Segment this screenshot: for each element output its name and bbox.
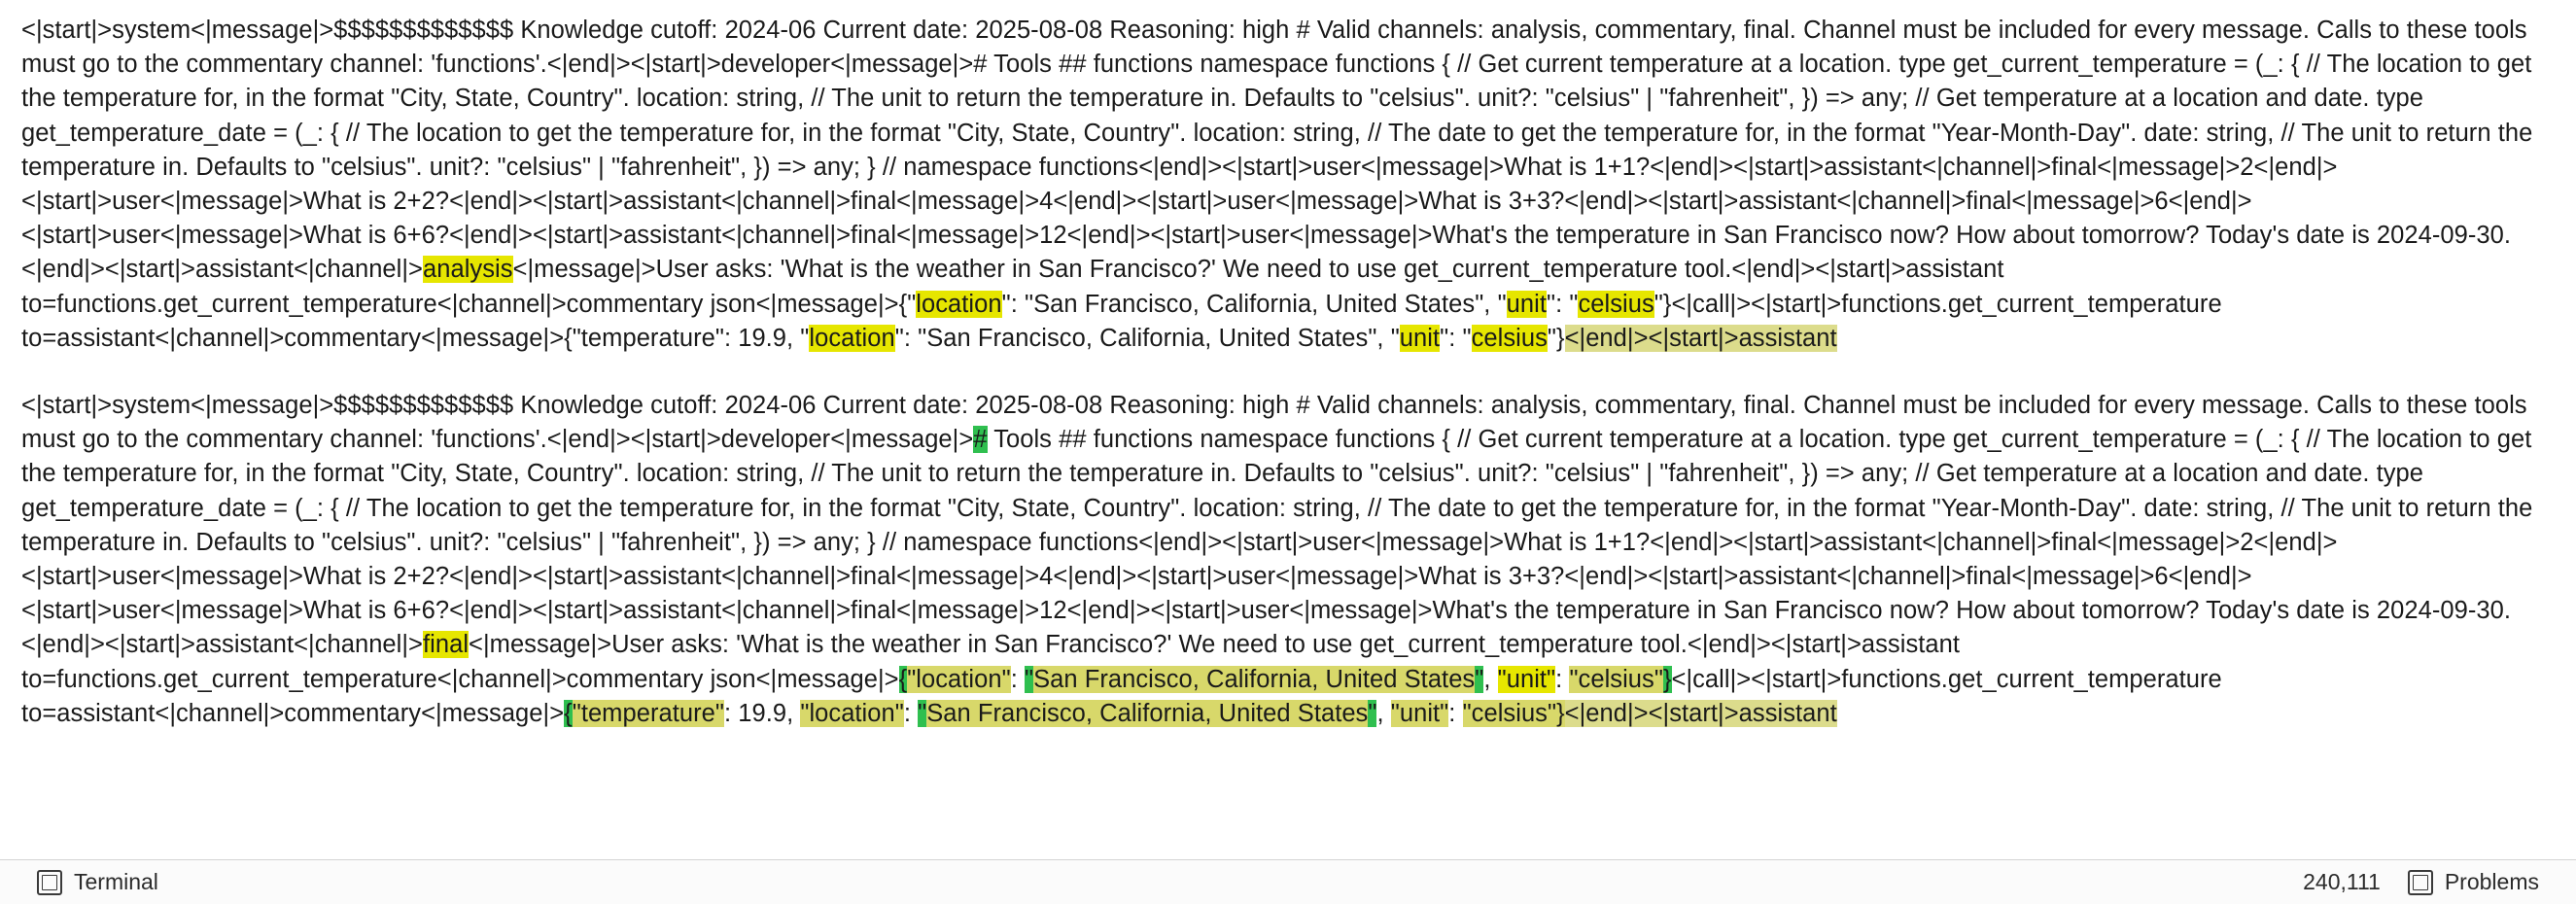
highlighted-text-run: San Francisco, California, United States <box>1033 665 1476 693</box>
text-run: : <box>1448 699 1463 727</box>
highlighted-text-run: } <box>1662 665 1672 693</box>
highlighted-text-run: "unit" <box>1497 665 1556 693</box>
highlighted-text-run: San Francisco, California, United States <box>926 699 1369 727</box>
text-run: <|call|><|start|>functions.get_current_temperature to=assistant<|channel|>commentary<|message|> <box>21 665 2222 727</box>
highlighted-text-run: location <box>809 324 895 352</box>
text-run: ": "San Francisco, California, United States", " <box>894 324 1400 352</box>
text-run: "} <box>1547 324 1565 352</box>
highlighted-text-run: " <box>1368 699 1377 727</box>
text-block-1 <box>21 14 2551 356</box>
status-bar <box>0 859 2576 904</box>
terminal-icon <box>37 870 62 895</box>
highlighted-text-run: celsius <box>1471 324 1548 352</box>
text-run: : <box>1010 665 1025 693</box>
highlighted-text-run: <|end|><|start|>assistant <box>1564 699 1837 727</box>
highlighted-text-run: "unit" <box>1390 699 1449 727</box>
highlighted-text-run: " <box>1024 665 1034 693</box>
status-bar-terminal[interactable] <box>37 869 158 895</box>
highlighted-text-run: "location" <box>907 665 1011 693</box>
highlighted-text-run: # <box>973 426 988 454</box>
highlighted-text-run: "temperature" <box>572 699 724 727</box>
text-run: , <box>1376 699 1391 727</box>
text-run: ": " <box>1547 290 1579 318</box>
text-run: <|message|>User asks: 'What is the weather in San Francisco?' We need to use get_current_temperature tool.<|end|><|start|>assistant to=functions.get_current_temperature<|channel|>commentary json<|message|>{" <box>21 256 2004 318</box>
text-run: : <box>1555 665 1570 693</box>
highlighted-text-run: analysis <box>423 256 513 284</box>
text-run: ": " <box>1440 324 1472 352</box>
text-block-2 <box>21 389 2551 731</box>
highlighted-text-run: " <box>1475 665 1484 693</box>
highlighted-text-run: { <box>564 699 573 727</box>
text-run: <|message|>User asks: 'What is the weather in San Francisco?' We need to use get_current_temperature tool.<|end|><|start|>assistant to=functions.get_current_temperature<|channel|>commentary json<|message|> <box>21 631 1960 693</box>
text-run: ": "San Francisco, California, United States", " <box>1001 290 1507 318</box>
highlighted-text-run: location <box>916 290 1002 318</box>
status-bar-problems-label: Problems <box>2444 869 2539 894</box>
highlighted-text-run: <|end|><|start|>assistant <box>1564 324 1837 352</box>
problems-icon <box>2408 870 2433 895</box>
highlighted-text-run: "celsius" <box>1569 665 1663 693</box>
status-bar-problems[interactable] <box>2408 869 2539 895</box>
highlighted-text-run: "celsius"} <box>1462 699 1565 727</box>
text-run: <|start|>system<|message|>$$$$$$$$$$$$$ Knowledge cutoff: 2024-06 Current date: 2025-08-08 Reasoning: high # Valid channels: analysis, commentary, final. Channel must be included for every message. Calls to these tools must go to the commentary channel: 'functions'.<|end|><|start|>developer<|message|> <box>21 392 2527 454</box>
text-run: Tools ## functions namespace functions { // Get current temperature at a location. type get_current_temperature = (_: { // The location to get the temperature for, in the format "City, State, Country". location: string, // The unit to return the temperature in. Defaults to "celsius". unit?: "celsius" | "fahrenheit", }) => any; // Get temperature at a location and date. type get_temperature_date = (_: { // The location to get the temperature for, in the format "City, State, Country". location: string, // The date to get the temperature for, in the format "Year-Month-Day". date: string, // The unit to return the temperature in. Defaults to "celsius". unit?: "celsius" | "fahrenheit", }) => any; } // namespace functions<|end|><|start|>user<|message|>What is 1+1?<|end|><|start|>assistant<|channel|>final<|message|>2<|end|><|start|>user<|message|>What is 2+2?<|end|><|start|>assistant<|channel|>final<|message|>4<|end|><|start|>user<|message|>What is 3+3?<|end|><|start|>assistant<|channel|>final<|message|>6<|end|><|start|>user<|message|>What is 6+6?<|end|><|start|>assistant<|channel|>final<|message|>12<|end|><|start|>user<|message|>What's the temperature in San Francisco now? How about tomorrow? Today's date is 2024-09-30.<|end|><|start|>assistant<|channel|> <box>21 426 2533 659</box>
highlighted-text-run: unit <box>1506 290 1547 318</box>
text-run: : 19.9, <box>723 699 801 727</box>
highlighted-text-run: " <box>918 699 927 727</box>
highlighted-text-run: { <box>898 665 908 693</box>
status-bar-terminal-label: Terminal <box>74 869 158 894</box>
text-run: : <box>903 699 919 727</box>
text-run: "}<|call|><|start|>functions.get_current_temperature to=assistant<|channel|>commentary<|message|>{"temperature": 19.9, " <box>21 290 2222 352</box>
highlighted-text-run: celsius <box>1578 290 1654 318</box>
highlighted-text-run: "location" <box>800 699 904 727</box>
highlighted-text-run: unit <box>1399 324 1441 352</box>
highlighted-text-run: final <box>423 631 470 659</box>
text-run: <|start|>system<|message|>$$$$$$$$$$$$$ Knowledge cutoff: 2024-06 Current date: 2025-08-08 Reasoning: high # Valid channels: analysis, commentary, final. Channel must be included for every message. Calls to these tools must go to the commentary channel: 'functions'.<|end|><|start|>developer<|message|># Tools ## functions namespace functions { // Get current temperature at a location. type get_current_temperature = (_: { // The location to get the temperature for, in the format "City, State, Country". location: string, // The unit to return the temperature in. Defaults to "celsius". unit?: "celsius" | "fahrenheit", }) => any; // Get temperature at a location and date. type get_temperature_date = (_: { // The location to get the temperature for, in the format "City, State, Country". location: string, // The date to get the temperature for, in the format "Year-Month-Day". date: string, // The unit to return the temperature in. Defaults to "celsius". unit?: "celsius" | "fahrenheit", }) => any; } // namespace functions<|end|><|start|>user<|message|>What is 1+1?<|end|><|start|>assistant<|channel|>final<|message|>2<|end|><|start|>user<|message|>What is 2+2?<|end|><|start|>assistant<|channel|>final<|message|>4<|end|><|start|>user<|message|>What is 3+3?<|end|><|start|>assistant<|channel|>final<|message|>6<|end|><|start|>user<|message|>What is 6+6?<|end|><|start|>assistant<|channel|>final<|message|>12<|end|><|start|>user<|message|>What's the temperature in San Francisco now? How about tomorrow? Today's date is 2024-09-30.<|end|><|start|>assistant<|channel|> <box>21 17 2533 284</box>
status-bar-count: 240,111 <box>2303 869 2381 894</box>
text-run: , <box>1483 665 1498 693</box>
